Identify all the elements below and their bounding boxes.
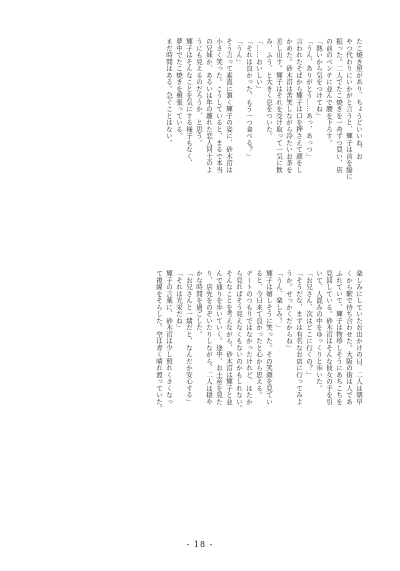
text-line: ると、今日来て良かったと心から思える。 bbox=[255, 270, 263, 399]
text-line: 「お兄さん、次はどこに行くの？」 bbox=[305, 270, 313, 378]
text-line: まだ時間はある。急ぐことはない。 bbox=[165, 38, 173, 146]
text-line: 「うん」 bbox=[235, 38, 243, 65]
text-line: 「うん、楽しみ！」 bbox=[275, 270, 283, 331]
text-line: そんなことを考えながら、砂木沼は輝子と並 bbox=[225, 270, 233, 405]
text-line: 輝子は嬉しそうに笑った。その笑顔を見てい bbox=[265, 270, 273, 405]
text-line: て視線をそらした。空は青く晴れ渡っていた。 bbox=[155, 270, 163, 412]
text-line: 「熱いから気をつけてね」 bbox=[315, 38, 323, 119]
text-line: み、ふう、と大きく息をついた。 bbox=[265, 38, 273, 140]
text-line: かめた。砂木沼は苦笑しながら冷たいお茶を bbox=[285, 38, 293, 173]
text-line: 楽しみにしていたお出かけの日、二人は朝早 bbox=[355, 270, 363, 405]
text-line: り、店先をのぞいたりしながら、二人は穏や bbox=[205, 270, 213, 405]
text-line: の前のベンチに並んで腰を下ろす。 bbox=[325, 38, 333, 146]
text-line: デートのつもりではなかったけれど、はたか bbox=[245, 270, 253, 405]
text-line: ふれていて、輝子は物珍しそうにあちこちを bbox=[335, 270, 343, 405]
text-line: そう言って素直に頷く輝子の姿に、砂木沼は bbox=[225, 38, 233, 173]
text-line: 「それは光栄だね」 bbox=[175, 270, 183, 331]
text-line: 差し出す。輝子はそれを受け取って一気に飲 bbox=[275, 38, 283, 173]
text-line: たこ焼き屋があり、ちょうどいいね、お bbox=[355, 38, 363, 160]
text-line: うか。せっかくだからね」 bbox=[285, 270, 293, 351]
text-line: やつ代わりにいかがと言うと、輝子は首を縦に bbox=[345, 38, 353, 180]
text-line: 「……おいしい」 bbox=[255, 38, 263, 92]
text-line: 言われたそばから輝子は口を押さえて顔をし bbox=[295, 38, 303, 173]
text-line: んで通りを歩いていく。途中、お土産を見た bbox=[215, 270, 223, 405]
text-line: 「うん、ありがとう……あっ、あっつ」 bbox=[305, 38, 313, 160]
bottom-text-band bbox=[36, 270, 364, 496]
top-text-band bbox=[36, 38, 364, 250]
text-line: 「お兄さんと一緒だと、なんだか安心する」 bbox=[185, 270, 193, 405]
text-line: 「それは良かった。もう一つ食べる？」 bbox=[245, 38, 253, 160]
text-line: いて、人混みの中をゆっくりと歩いた。 bbox=[315, 270, 323, 392]
text-line: ら見ればそう見えなくもないのかもしれない。 bbox=[235, 270, 243, 412]
text-line: うにも見えるのだろうか、と思う。 bbox=[195, 38, 203, 146]
text-line: 小さく笑った。こうしていると、まるで本当 bbox=[215, 38, 223, 173]
text-line: 見回している。砂木沼はそんな彼女の手を引 bbox=[325, 270, 333, 405]
text-line: かな時間を過ごした。 bbox=[195, 270, 203, 338]
text-line: 振った。二人でたこ焼きを一舟ずつ買い、店 bbox=[335, 38, 343, 173]
text-line: の兄妹か、あるいは年の離れた恋人同士のよ bbox=[205, 38, 213, 173]
text-line: 夢中でたこ焼きを頬張っている。 bbox=[175, 38, 183, 140]
text-line: くから駅で待ち合わせた。大阪の街は人であ bbox=[345, 270, 353, 405]
page-number: - 18 - bbox=[186, 540, 214, 549]
text-line: 輝子はそんなことを気にする様子もなく、 bbox=[185, 38, 193, 167]
text-line: 「そうだな、まずは有名なお店に行ってみよ bbox=[295, 270, 303, 405]
text-line: 輝子の言葉に、砂木沼は少し照れくさくなっ bbox=[165, 270, 173, 405]
